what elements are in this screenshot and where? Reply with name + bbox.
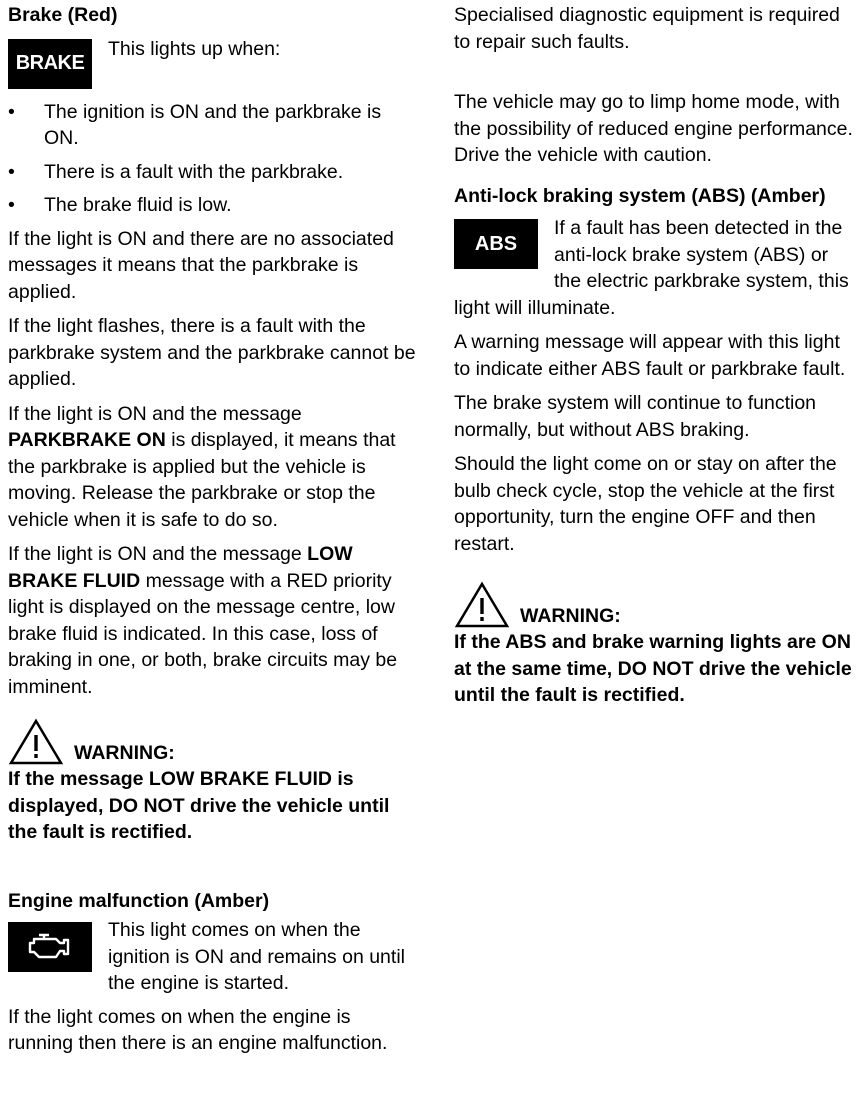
abs-heading: Anti-lock braking system (ABS) (Amber): [454, 184, 826, 207]
engine-malfunction-icon: [8, 922, 92, 972]
abs-section: [454, 215, 854, 321]
warning-label: WARNING:: [520, 604, 621, 627]
brake-conditions-list: [8, 99, 418, 219]
list-item: • There is a fault with the parkbrake.: [8, 159, 418, 186]
text-span: message with a RED priority light is displayed on the message centre, low brake fluid is indicated. In this case, loss of braking in one, or both, brake circuits may be imminent.: [8, 569, 398, 698]
warning-text: If the ABS and brake warning lights are ON at the same time, DO NOT drive the vehicle until the fault is rectified.: [454, 631, 852, 706]
limp-home-paragraph: The vehicle may go to limp home mode, with the possibility of reduced engine performance. Drive the vehicle with caution.: [454, 91, 853, 166]
list-item: • The ignition is ON and the parkbrake is ON.: [8, 99, 418, 152]
brake-heading: Brake (Red): [8, 4, 118, 26]
brake-paragraph-3: [8, 401, 418, 534]
left-column: [8, 0, 418, 1065]
abs-paragraph-1: A warning message will appear with this light to indicate either ABS fault or parkbrake fault.: [454, 331, 846, 380]
brake-icon-label: BRAKE: [15, 52, 85, 75]
engine-icon: [25, 930, 75, 964]
brake-section: [8, 29, 418, 89]
message-parkbrake-on: PARKBRAKE ON: [8, 429, 166, 451]
list-item: • The brake fluid is low.: [8, 192, 418, 219]
brake-paragraph-1: If the light is ON and there are no associated messages it means that the parkbrake is applied.: [8, 227, 394, 303]
warning-title: [8, 718, 418, 766]
warning-triangle-icon: [8, 718, 64, 766]
brake-warning-icon: [8, 39, 92, 89]
brake-paragraph-2: If the light flashes, there is a fault with the parkbrake system and the parkbrake cannot be applied.: [8, 315, 416, 390]
warning-label: WARNING:: [74, 741, 175, 764]
brake-paragraph-4: [8, 541, 418, 700]
repair-paragraph: Specialised diagnostic equipment is required to repair such faults.: [454, 4, 840, 53]
engine-paragraph-1: If the light comes on when the engine is running then there is an engine malfunction.: [8, 1005, 388, 1054]
text-span: is displayed, it means that the parkbrake is applied but the vehicle is moving. Release the parkbrake or stop the vehicle when it is safe to do so.: [8, 429, 396, 531]
abs-icon-label: ABS: [474, 232, 518, 255]
engine-section: [8, 914, 418, 997]
abs-intro: If a fault has been detected in the anti-lock brake system (ABS) or the electric parkbrake system, this light will illuminate.: [454, 217, 849, 319]
warning-text: If the message LOW BRAKE FLUID is displayed, DO NOT drive the vehicle until the fault is rectified.: [8, 768, 390, 843]
abs-paragraph-2: The brake system will continue to function normally, but without ABS braking.: [454, 392, 817, 441]
message-low-brake-fluid: LOW BRAKE FLUID: [8, 543, 353, 592]
right-column: [454, 0, 854, 709]
engine-intro: This light comes on when the ignition is ON and remains on until the engine is started.: [108, 919, 405, 994]
abs-paragraph-3: Should the light come on or stay on after the bulb check cycle, stop the vehicle at the first opportunity, turn the engine OFF and then restart.: [454, 453, 837, 555]
warning-triangle-icon: [454, 581, 510, 629]
warning-title: [454, 581, 854, 629]
abs-warning-icon: [454, 219, 538, 269]
text-span: If the light is ON and the message: [8, 543, 308, 565]
text-span: If the light is ON and the message: [8, 402, 302, 425]
engine-heading: Engine malfunction (Amber): [8, 889, 270, 912]
brake-intro: This lights up when:: [108, 37, 281, 60]
